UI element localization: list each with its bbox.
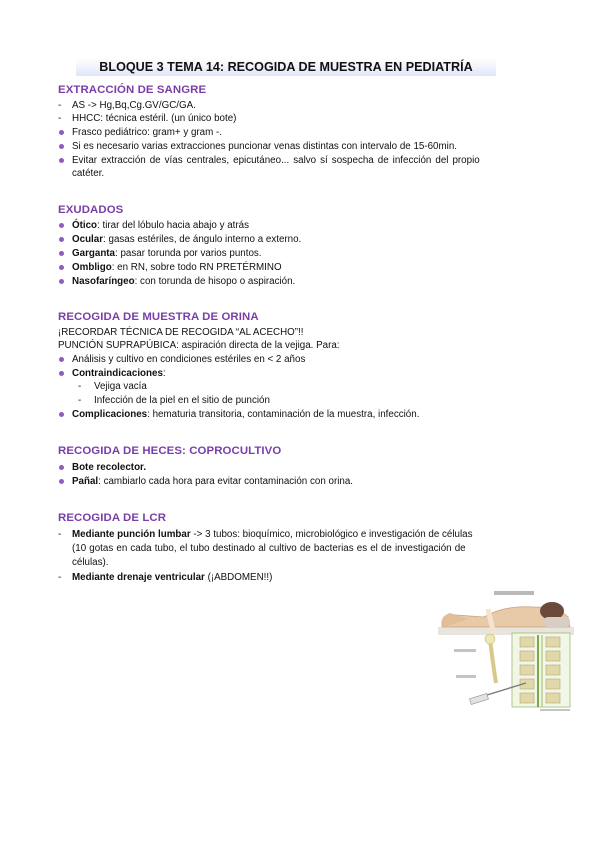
desc: : con torunda de hisopo o aspiración. [134, 276, 296, 287]
lcr-drenaje [72, 571, 272, 584]
page-title: BLOQUE 3 TEMA 14: RECOGIDA DE MUESTRA EN PEDIATRÍA [99, 60, 473, 74]
sangre-item-1: AS -> Hg,Bq,Cg.GV/GC/GA. [72, 100, 196, 111]
bullet-icon [59, 130, 64, 135]
section-heading-lcr: RECOGIDA DE LCR [58, 512, 167, 524]
bullet-icon [59, 144, 64, 149]
desc: : gasas estériles, de ángulo interno a externo. [103, 234, 302, 245]
desc: : [162, 368, 166, 379]
term: Mediante drenaje ventricular [72, 572, 205, 583]
sangre-item-5-cont: catéter. [72, 168, 105, 179]
sangre-item-5: Evitar extracción de vías centrales, epicutáneo... salvo sí sospecha de infección del propio [72, 155, 480, 166]
exudado-nasofaringeo [72, 275, 295, 288]
orina-complicaciones [72, 408, 419, 421]
contra-item-2: Infección de la piel en el sitio de punción [94, 395, 270, 406]
sangre-item-3: Frasco pediátrico: gram+ y gram -. [72, 127, 222, 138]
dash-marker: - [58, 529, 62, 540]
lcr-lumbar [72, 528, 473, 541]
exudado-otico [72, 219, 249, 232]
exudado-ombligo [72, 261, 282, 274]
bullet-icon [59, 357, 64, 362]
dash-marker: - [58, 113, 62, 124]
heces-bote [72, 461, 146, 474]
orina-puncion: PUNCIÓN SUPRAPÚBICA: aspiración directa de la vejiga. Para: [58, 340, 340, 351]
lumbar-puncture-illustration [434, 587, 578, 713]
term: Nasofaríngeo [72, 276, 135, 287]
dash-marker: - [78, 381, 82, 392]
dash-marker: - [58, 572, 62, 583]
desc: -> 3 tubos: bioquímico, microbiológico e investigación de células [190, 529, 473, 540]
bullet-icon [59, 158, 64, 163]
sangre-item-2: HHCC: técnica estéril. (un único bote) [72, 113, 237, 124]
section-heading-sangre: EXTRACCIÓN DE SANGRE [58, 84, 207, 96]
term: Complicaciones [72, 409, 148, 420]
contra-item-1: Vejiga vacía [94, 381, 147, 392]
desc: : hematuria transitoria, contaminación de la muestra, infección. [147, 409, 420, 420]
bullet-icon [59, 412, 64, 417]
bullet-icon [59, 371, 64, 376]
dash-marker: - [78, 395, 82, 406]
section-heading-heces: RECOGIDA DE HECES: COPROCULTIVO [58, 445, 282, 457]
desc: : tirar del lóbulo hacia abajo y atrás [97, 220, 249, 231]
term: Mediante punción lumbar [72, 529, 191, 540]
orina-analisis: Análisis y cultivo en condiciones estériles en < 2 años [72, 354, 306, 365]
term: Garganta [72, 248, 116, 259]
term: Ocular [72, 234, 104, 245]
term: Ombligo [72, 262, 112, 273]
bullet-icon [59, 465, 64, 470]
bullet-icon [59, 237, 64, 242]
orina-contraindicaciones [72, 367, 166, 380]
dash-marker: - [58, 100, 62, 111]
lcr-lumbar-cont-2: células). [72, 557, 109, 568]
term: Bote recolector. [72, 462, 147, 473]
bullet-icon [59, 265, 64, 270]
exudado-ocular [72, 233, 301, 246]
bullet-icon [59, 223, 64, 228]
lcr-lumbar-cont-1: (10 gotas en cada tubo, el tubo destinado al cultivo de bacterias es el de investigación de [72, 543, 466, 554]
term: Ótico [72, 220, 98, 231]
desc: : en RN, sobre todo RN PRETÉRMINO [111, 262, 282, 273]
desc: : cambiarlo cada hora para evitar contaminación con orina. [98, 476, 353, 487]
orina-recordar: ¡RECORDAR TÉCNICA DE RECOGIDA “AL ACECHO”!! [58, 327, 304, 338]
bullet-icon [59, 251, 64, 256]
bullet-icon [59, 479, 64, 484]
desc: : pasar torunda por varios puntos. [115, 248, 262, 259]
heces-panal [72, 475, 353, 488]
sangre-item-4: Si es necesario varias extracciones puncionar venas distintas con intervalo de 15-60min. [72, 141, 458, 152]
desc: (¡ABDOMEN!!) [204, 572, 273, 583]
exudado-garganta [72, 247, 262, 260]
section-heading-orina: RECOGIDA DE MUESTRA DE ORINA [58, 311, 259, 323]
bullet-icon [59, 279, 64, 284]
section-heading-exudados: EXUDADOS [58, 204, 124, 216]
term: Pañal [72, 476, 99, 487]
term: Contraindicaciones [72, 368, 163, 379]
